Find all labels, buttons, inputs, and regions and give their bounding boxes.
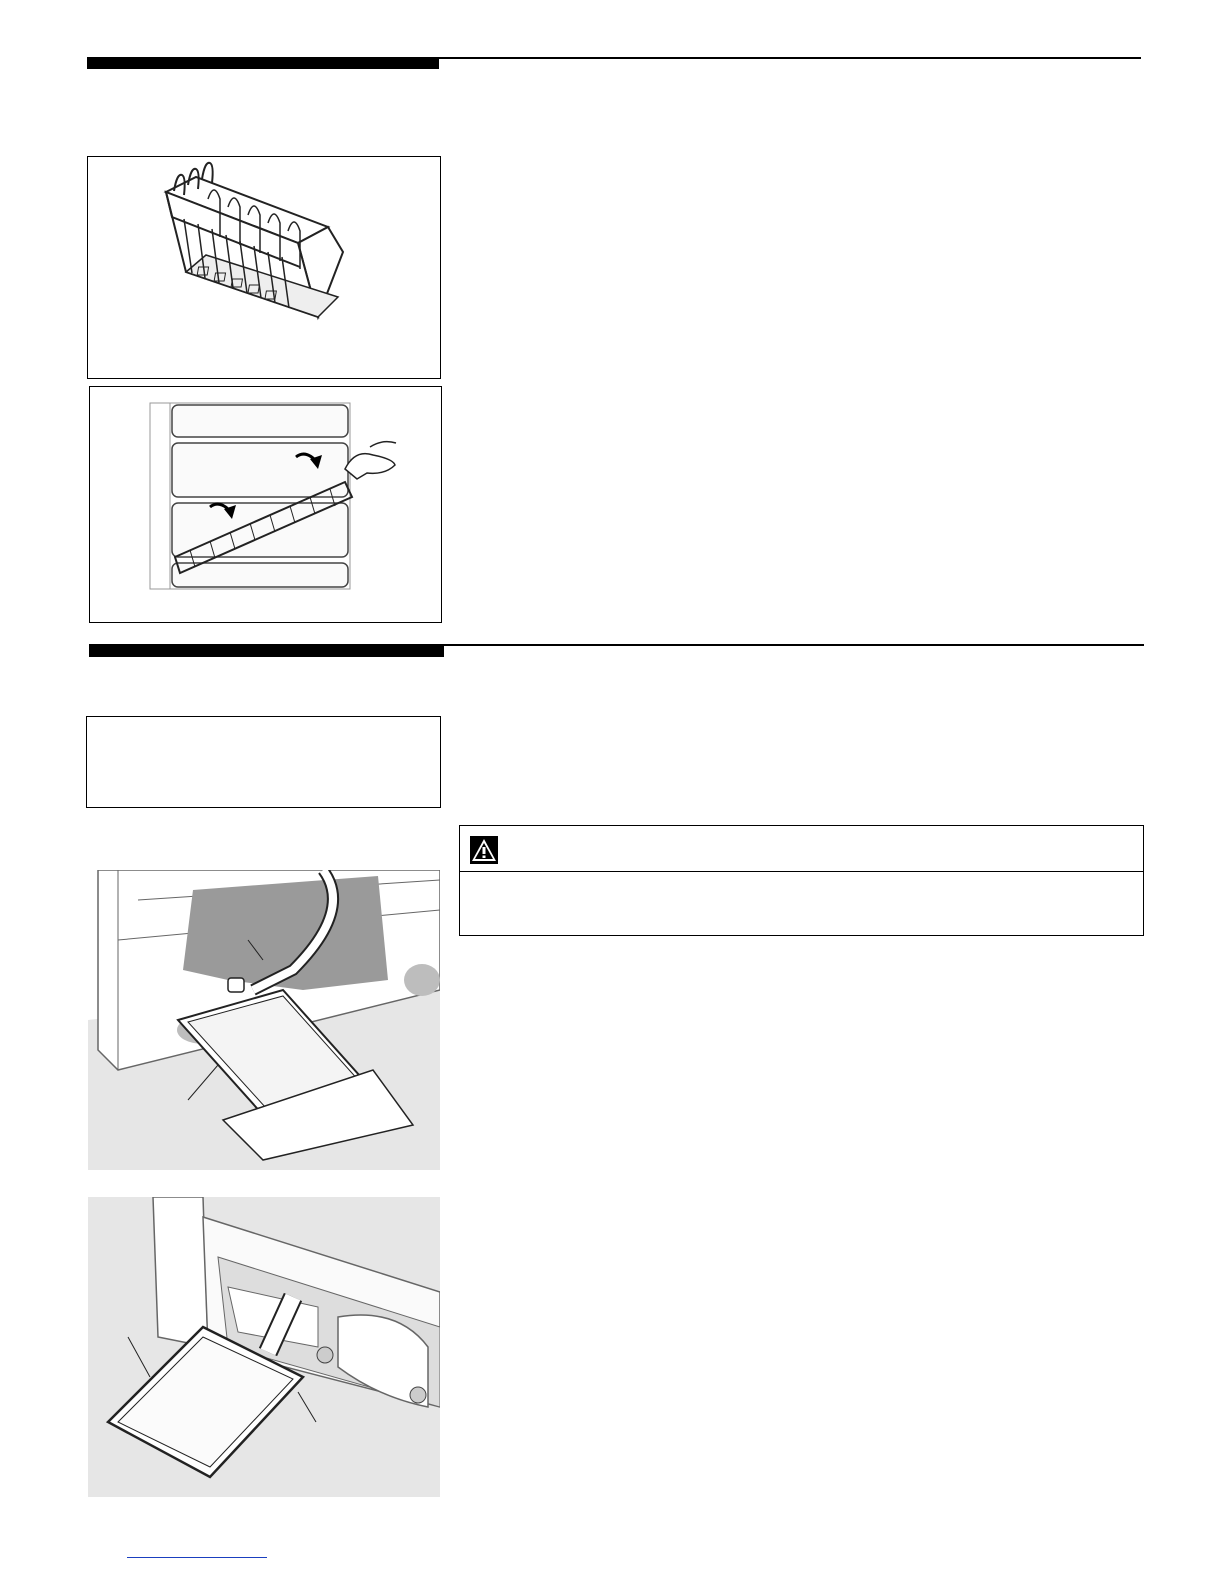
section-rule-top — [439, 57, 1141, 59]
warning-box — [459, 825, 1144, 936]
figure-drain-pan-hose — [88, 870, 440, 1170]
drain-pan-hose-illustration — [88, 870, 440, 1170]
figure-drain-pan-under-unit — [88, 1197, 440, 1497]
note-box — [86, 716, 441, 808]
warning-triangle-icon — [470, 836, 498, 864]
section-bar-middle — [89, 644, 444, 657]
figure-freezer-basket — [87, 156, 441, 379]
figure-basket-installation — [89, 386, 442, 623]
section-bar-top — [87, 57, 439, 69]
footer-link-underline[interactable] — [127, 1557, 267, 1558]
freezer-basket-illustration — [88, 157, 440, 378]
drain-pan-under-unit-illustration — [88, 1197, 440, 1497]
basket-installation-illustration — [90, 387, 441, 622]
warning-header — [460, 826, 1143, 872]
section-rule-middle — [444, 644, 1144, 646]
